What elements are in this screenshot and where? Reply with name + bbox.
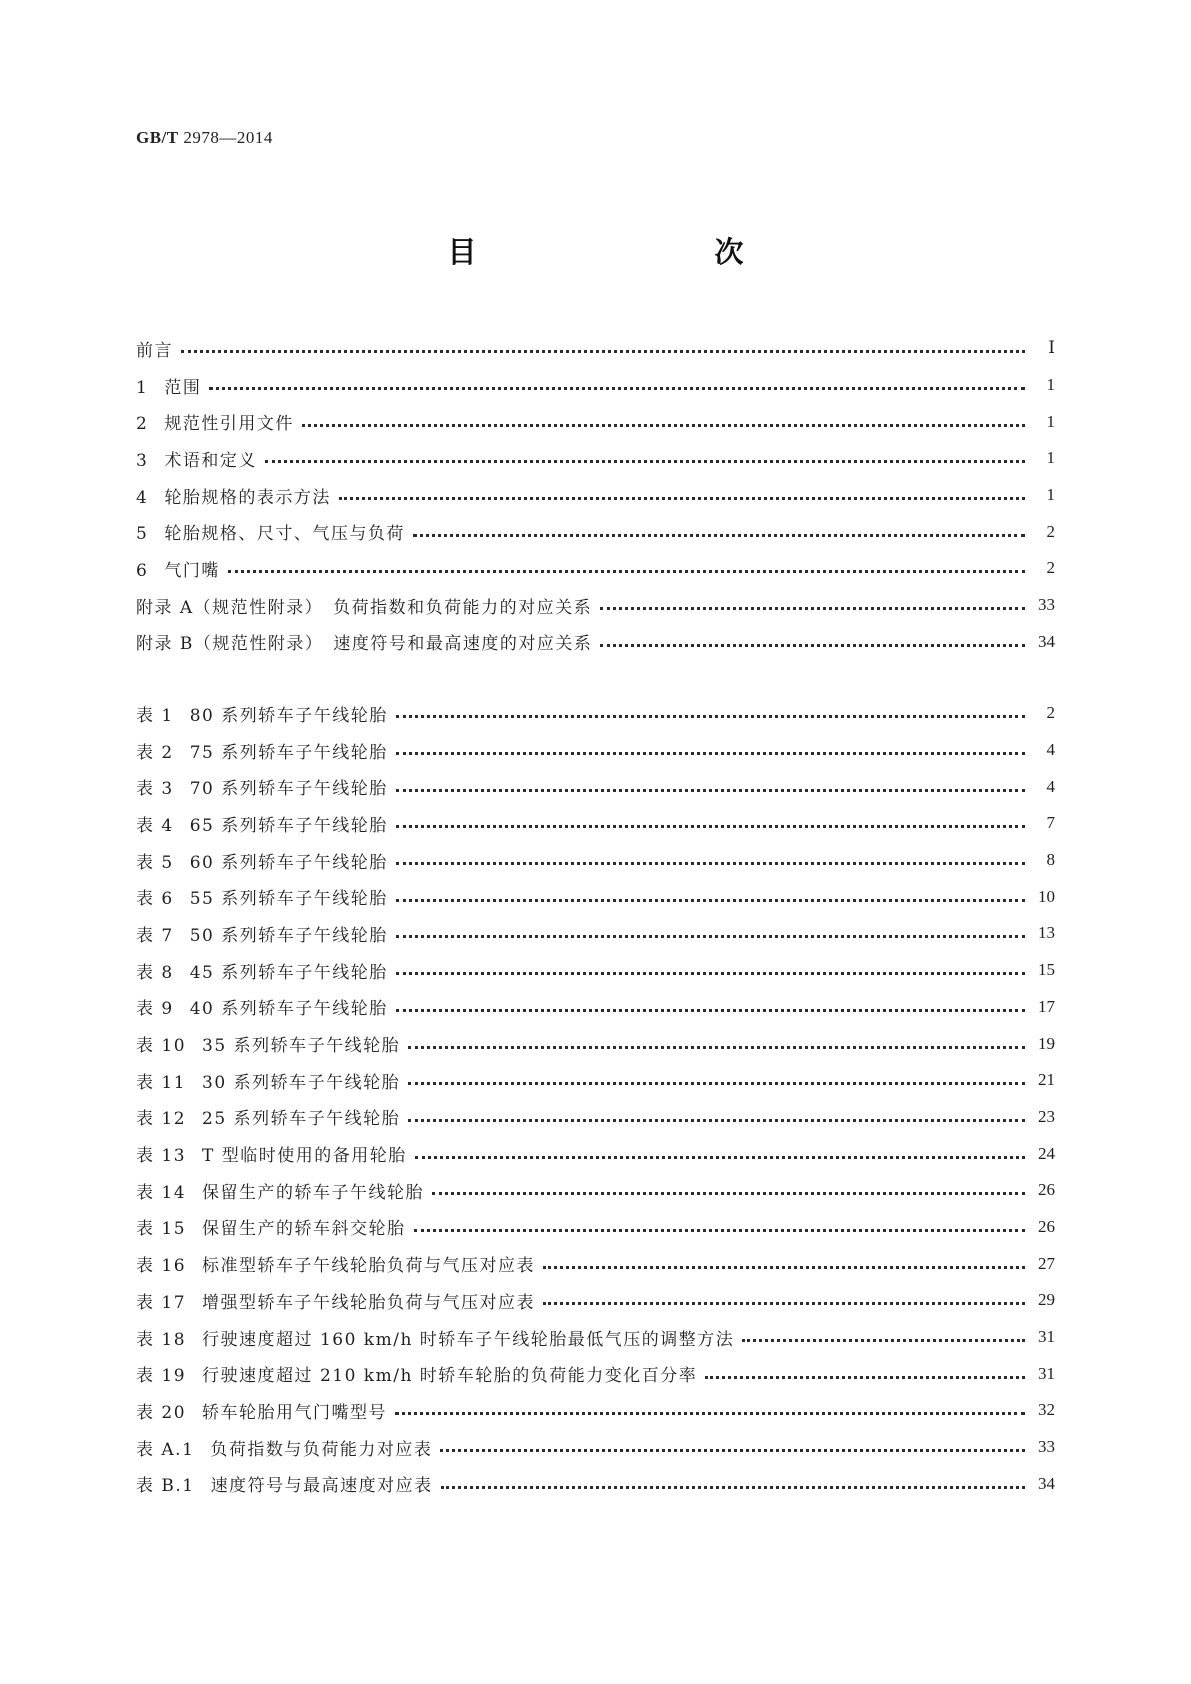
- toc-entry-label: 80 系列轿车子午线轮胎: [189, 705, 388, 726]
- toc-entry-title: [136, 958, 388, 983]
- toc-entry-label: 40 系列轿车子午线轮胎: [189, 999, 388, 1020]
- toc-entry[interactable]: [136, 695, 1055, 732]
- toc-entry[interactable]: [136, 587, 1055, 624]
- toc-entry[interactable]: [136, 768, 1055, 805]
- toc-entry-page-number: 10: [1038, 886, 1055, 906]
- toc-entry-number: 4: [136, 487, 149, 508]
- dot-leader: [396, 824, 1025, 828]
- toc-entry[interactable]: [136, 805, 1055, 842]
- toc-entry-number: 5: [136, 524, 149, 545]
- toc-entry-number: 表 6: [136, 889, 174, 910]
- toc-entry-title: [136, 1251, 535, 1276]
- toc-entry-page-number: 1: [1046, 485, 1055, 505]
- toc-entry-number: 表 3: [136, 779, 174, 800]
- toc-entry-title: [136, 884, 388, 909]
- dot-leader: [408, 1081, 1025, 1085]
- toc-entry[interactable]: [136, 1429, 1055, 1466]
- toc-entry-page-number: 34: [1038, 1473, 1055, 1493]
- toc-entry-title: [136, 1398, 387, 1423]
- toc-entry-page-number: 1: [1046, 448, 1055, 468]
- toc-entry-title: [136, 1325, 734, 1350]
- dot-leader: [396, 934, 1025, 938]
- toc-entry-label: 65 系列轿车子午线轮胎: [189, 815, 388, 836]
- dot-leader: [181, 349, 1025, 353]
- dot-leader: [339, 496, 1025, 500]
- toc-entry-title: [136, 483, 331, 508]
- toc-entry-label: 规范性引用文件: [164, 414, 294, 435]
- toc-entry-number: 表 16: [136, 1256, 187, 1277]
- toc-entry-number: 表 11: [136, 1072, 187, 1093]
- toc-entry-title: [136, 446, 257, 471]
- toc-entry-number: 表 20: [136, 1402, 187, 1423]
- dot-leader: [705, 1375, 1025, 1379]
- dot-leader: [414, 1228, 1025, 1232]
- standard-code-number: 2978—2014: [183, 128, 273, 147]
- dot-leader: [396, 1008, 1025, 1012]
- toc-entry-label: 轮胎规格的表示方法: [164, 487, 331, 508]
- toc-entry[interactable]: [136, 513, 1055, 550]
- toc-entry[interactable]: [136, 330, 1055, 367]
- toc-entry-title: [136, 848, 388, 873]
- toc-entry-label: 行驶速度超过 210 km/h 时轿车轮胎的负荷能力变化百分率: [202, 1366, 698, 1387]
- dot-leader: [413, 533, 1025, 537]
- toc-entry-page-number: 1: [1046, 411, 1055, 431]
- toc-entry[interactable]: [136, 952, 1055, 989]
- toc-entry-number: 6: [136, 560, 149, 581]
- toc-entry-title: [136, 629, 592, 654]
- toc-main-section: [136, 330, 1055, 660]
- toc-entry-title: [136, 774, 388, 799]
- toc-entry-page-number: 15: [1038, 960, 1055, 980]
- dot-leader: [441, 1485, 1025, 1489]
- toc-entry[interactable]: [136, 624, 1055, 661]
- toc-entry-page-number: 32: [1038, 1400, 1055, 1420]
- standard-code-prefix: GB/T: [136, 128, 179, 147]
- toc-entry-label: 轮胎规格、尺寸、气压与负荷: [164, 524, 405, 545]
- toc-entry[interactable]: [136, 550, 1055, 587]
- toc-entry-label: 70 系列轿车子午线轮胎: [189, 779, 388, 800]
- toc-entry[interactable]: [136, 878, 1055, 915]
- toc-entry-title: [136, 1104, 400, 1129]
- toc-entry-page-number: 26: [1038, 1216, 1055, 1236]
- toc-entry-label: 负荷指数与负荷能力对应表: [210, 1439, 433, 1460]
- toc-entry[interactable]: [136, 842, 1055, 879]
- toc-entry-page-number: 31: [1038, 1327, 1055, 1347]
- dot-leader: [742, 1338, 1025, 1342]
- toc-entry[interactable]: [136, 1099, 1055, 1136]
- toc-entry-page-number: 29: [1038, 1290, 1055, 1310]
- toc-entry-title: [136, 1435, 432, 1460]
- toc-entry-label: 55 系列轿车子午线轮胎: [189, 889, 388, 910]
- dot-leader: [543, 1301, 1025, 1305]
- toc-entry-page-number: 17: [1038, 996, 1055, 1016]
- toc-entry-title: [136, 1361, 697, 1386]
- dot-leader: [396, 971, 1025, 975]
- dot-leader: [543, 1265, 1025, 1269]
- toc-entry-page-number: 19: [1038, 1033, 1055, 1053]
- toc-entry-label: 50 系列轿车子午线轮胎: [189, 925, 388, 946]
- toc-entry[interactable]: [136, 915, 1055, 952]
- dot-leader: [396, 861, 1025, 865]
- toc-entry-label: 30 系列轿车子午线轮胎: [202, 1072, 401, 1093]
- toc-entry-number: 表 10: [136, 1036, 187, 1057]
- dot-leader: [396, 751, 1025, 755]
- toc-entry-title: [136, 1471, 433, 1496]
- toc-entry-title: [136, 1141, 407, 1166]
- toc-entry-page-number: 4: [1046, 740, 1055, 760]
- toc-entry-label: 45 系列轿车子午线轮胎: [189, 962, 388, 983]
- toc-entry[interactable]: [136, 1209, 1055, 1246]
- toc-entry-page-number: 33: [1038, 1437, 1055, 1457]
- dot-leader: [396, 714, 1025, 718]
- dot-leader: [209, 386, 1025, 390]
- toc-entry-label: 轿车轮胎用气门嘴型号: [202, 1402, 388, 1423]
- toc-entry-page-number: 8: [1046, 850, 1055, 870]
- toc-entry-page-number: 24: [1038, 1143, 1055, 1163]
- toc-entry-page-number: 27: [1038, 1253, 1055, 1273]
- toc-entry-label: 行驶速度超过 160 km/h 时轿车子午线轮胎最低气压的调整方法: [202, 1329, 735, 1350]
- toc-entry-page-number: 21: [1038, 1070, 1055, 1090]
- toc-entry-title: [136, 811, 388, 836]
- toc-entry-label: 附录 B（规范性附录） 速度符号和最高速度的对应关系: [136, 634, 593, 655]
- toc-entry-number: 表 B.1: [136, 1476, 195, 1497]
- toc-entry-page-number: 2: [1046, 703, 1055, 723]
- dot-leader: [302, 423, 1025, 427]
- toc-entry[interactable]: [136, 403, 1055, 440]
- toc-entry-label: 前言: [136, 340, 173, 361]
- toc-entry-label: 增强型轿车子午线轮胎负荷与气压对应表: [202, 1292, 536, 1313]
- toc-entry-label: 附录 A（规范性附录） 负荷指数和负荷能力的对应关系: [136, 597, 593, 618]
- toc-entry-number: 表 19: [136, 1366, 187, 1387]
- toc-entry-label: 术语和定义: [164, 450, 257, 471]
- toc-entry-number: 表 5: [136, 852, 174, 873]
- toc-entry-label: 速度符号与最高速度对应表: [210, 1476, 433, 1497]
- toc-entry[interactable]: [136, 1355, 1055, 1392]
- dot-leader: [408, 1045, 1025, 1049]
- dot-leader: [432, 1191, 1025, 1195]
- toc-entry[interactable]: [136, 1465, 1055, 1502]
- toc-entry-page-number: 7: [1046, 813, 1055, 833]
- toc-entry[interactable]: [136, 1135, 1055, 1172]
- toc-entry[interactable]: [136, 1025, 1055, 1062]
- dot-leader: [396, 898, 1025, 902]
- toc-entry-page-number: Ⅰ: [1048, 338, 1055, 358]
- dot-leader: [440, 1448, 1025, 1452]
- toc-entry-label: 标准型轿车子午线轮胎负荷与气压对应表: [202, 1256, 536, 1277]
- toc-entry-title: [136, 701, 388, 726]
- toc-entry[interactable]: [136, 989, 1055, 1026]
- toc-entry-title: [136, 1031, 400, 1056]
- toc-entry-title: [136, 519, 405, 544]
- toc-entry-number: 表 18: [136, 1329, 187, 1350]
- dot-leader: [396, 788, 1025, 792]
- toc-entry-number: 2: [136, 414, 149, 435]
- toc-entry-number: 表 17: [136, 1292, 187, 1313]
- toc-entry-title: [136, 336, 173, 361]
- toc-entry-page-number: 2: [1046, 521, 1055, 541]
- toc-entry-number: 表 15: [136, 1219, 187, 1240]
- toc-entry-label: 35 系列轿车子午线轮胎: [202, 1036, 401, 1057]
- toc-entry-number: 3: [136, 450, 149, 471]
- toc-entry-page-number: 2: [1046, 558, 1055, 578]
- toc-entry-label: 60 系列轿车子午线轮胎: [189, 852, 388, 873]
- toc-entry-title: [136, 556, 220, 581]
- dot-leader: [265, 459, 1025, 463]
- toc-entry-number: 表 12: [136, 1109, 187, 1130]
- toc-entry-title: [136, 1288, 535, 1313]
- toc-entry[interactable]: [136, 1282, 1055, 1319]
- dot-leader: [395, 1411, 1025, 1415]
- toc-entry-number: 表 A.1: [136, 1439, 195, 1460]
- toc-entry-title: [136, 373, 201, 398]
- standard-code: [136, 128, 273, 148]
- dot-leader: [408, 1118, 1025, 1122]
- dot-leader: [228, 569, 1025, 573]
- toc-entry[interactable]: [136, 367, 1055, 404]
- toc-entry-label: 保留生产的轿车斜交轮胎: [202, 1219, 406, 1240]
- toc-entry-title: [136, 738, 388, 763]
- toc-entry[interactable]: [136, 1245, 1055, 1282]
- toc-entry-label: 保留生产的轿车子午线轮胎: [202, 1182, 425, 1203]
- dot-leader: [415, 1155, 1025, 1159]
- toc-entry[interactable]: [136, 477, 1055, 514]
- toc-entry-page-number: 23: [1038, 1106, 1055, 1126]
- toc-entry-page-number: 33: [1038, 595, 1055, 615]
- toc-entry[interactable]: [136, 732, 1055, 769]
- toc-entry-page-number: 34: [1038, 631, 1055, 651]
- toc-entry-label: T 型临时使用的备用轮胎: [202, 1146, 407, 1167]
- toc-entry[interactable]: [136, 1062, 1055, 1099]
- toc-entry-number: 表 4: [136, 815, 174, 836]
- toc-entry-number: 表 7: [136, 925, 174, 946]
- toc-entry-title: [136, 409, 294, 434]
- toc-entry-number: 表 2: [136, 742, 174, 763]
- toc-tables-section: [136, 695, 1055, 1502]
- toc-entry[interactable]: [136, 1319, 1055, 1356]
- toc-entry-title: [136, 1068, 400, 1093]
- toc-entry-number: 表 1: [136, 705, 174, 726]
- toc-entry-title: [136, 921, 388, 946]
- toc-entry-label: 25 系列轿车子午线轮胎: [202, 1109, 401, 1130]
- toc-entry-number: 表 13: [136, 1146, 187, 1167]
- toc-entry-page-number: 26: [1038, 1180, 1055, 1200]
- toc-entry[interactable]: [136, 440, 1055, 477]
- dot-leader: [600, 606, 1025, 610]
- toc-entry-title: [136, 1178, 424, 1203]
- dot-leader: [600, 643, 1025, 647]
- toc-entry-page-number: 1: [1046, 375, 1055, 395]
- toc-entry-page-number: 4: [1046, 776, 1055, 796]
- toc-entry-number: 表 8: [136, 962, 174, 983]
- toc-entry-label: 75 系列轿车子午线轮胎: [189, 742, 388, 763]
- toc-entry-number: 1: [136, 377, 149, 398]
- toc-entry-number: 表 14: [136, 1182, 187, 1203]
- toc-entry-label: 范围: [164, 377, 202, 398]
- toc-entry-title: [136, 593, 592, 618]
- page-title: 目 次: [447, 235, 804, 269]
- toc-entry-page-number: 13: [1038, 923, 1055, 943]
- toc-entry[interactable]: [136, 1392, 1055, 1429]
- toc-entry-title: [136, 994, 388, 1019]
- toc-entry-label: 气门嘴: [164, 560, 220, 581]
- toc-entry[interactable]: [136, 1172, 1055, 1209]
- toc-entry-number: 表 9: [136, 999, 174, 1020]
- toc-entry-title: [136, 1214, 406, 1239]
- toc-entry-page-number: 31: [1038, 1363, 1055, 1383]
